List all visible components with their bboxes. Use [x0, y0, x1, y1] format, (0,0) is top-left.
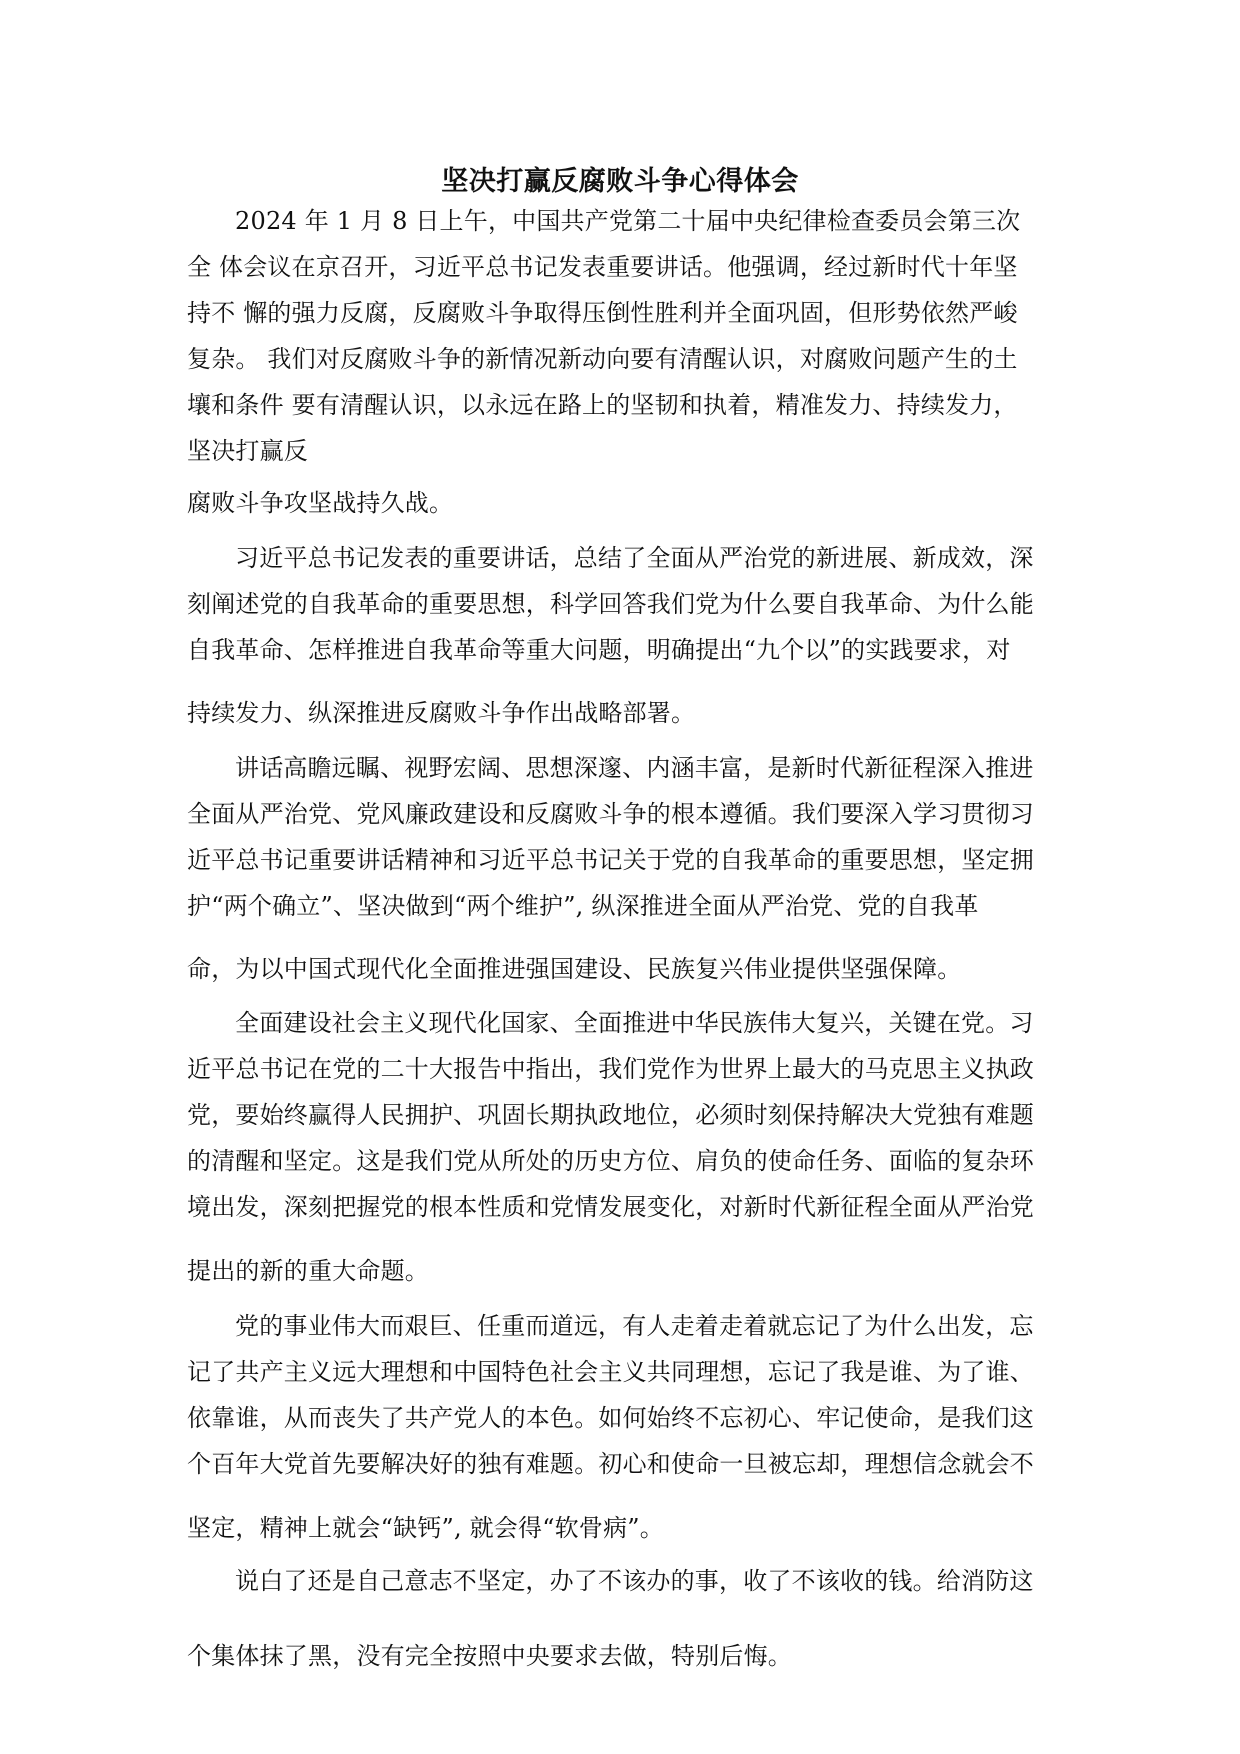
paragraph-line: 护“两个确立”、坚决做到“两个维护”, 纵深推进全面从严治党、党的自我革 — [187, 892, 979, 920]
paragraph-line: 个集体抹了黑，没有完全按照中央要求去做，特别后悔。 — [187, 1642, 792, 1670]
paragraph-7 — [187, 1000, 1057, 1230]
paragraph-line: 坚决打赢反 — [187, 437, 308, 465]
paragraph-12 — [187, 1633, 1057, 1679]
paragraph-line: 全 体会议在京召开，习近平总书记发表重要讲话。他强调，经过新时代十年坚 — [187, 253, 1018, 281]
paragraph-line: 党的事业伟大而艰巨、任重而道远，有人走着走着就忘记了为什么出发，忘 — [235, 1312, 1034, 1340]
paragraph-line: 的清醒和坚定。这是我们党从所处的历史方位、肩负的使命任务、面临的复杂环 — [187, 1147, 1034, 1175]
paragraph-1 — [187, 198, 1057, 474]
paragraph-2 — [187, 480, 1057, 526]
paragraph-line: 说白了还是自己意志不坚定，办了不该办的事，收了不该收的钱。给消防这 — [235, 1567, 1034, 1595]
paragraph-line: 党，要始终赢得人民拥护、巩固长期执政地位，必须时刻保持解决大党独有难题 — [187, 1101, 1034, 1129]
paragraph-line: 习近平总书记发表的重要讲话，总结了全面从严治党的新进展、新成效，深 — [235, 544, 1034, 572]
paragraph-11 — [187, 1558, 1057, 1604]
paragraph-line: 记了共产主义远大理想和中国特色社会主义共同理想，忘记了我是谁、为了谁、 — [187, 1358, 1034, 1386]
paragraph-line: 持续发力、纵深推进反腐败斗争作出战略部署。 — [187, 699, 696, 727]
paragraph-10 — [187, 1505, 1057, 1551]
paragraph-line: 坚定，精神上就会“缺钙”, 就会得“软骨病”。 — [187, 1514, 664, 1542]
paragraph-line: 全面从严治党、党风廉政建设和反腐败斗争的根本遵循。我们要深入学习贯彻习 — [187, 800, 1034, 828]
paragraph-line: 近平总书记重要讲话精神和习近平总书记关于党的自我革命的重要思想，坚定拥 — [187, 846, 1034, 874]
paragraph-line: 近平总书记在党的二十大报告中指出，我们党作为世界上最大的马克思主义执政 — [187, 1055, 1034, 1083]
paragraph-3 — [187, 535, 1057, 673]
paragraph-line: 刻阐述党的自我革命的重要思想，科学回答我们党为什么要自我革命、为什么能 — [187, 590, 1034, 618]
paragraph-line: 讲话高瞻远瞩、视野宏阔、思想深邃、内涵丰富，是新时代新征程深入推进 — [235, 754, 1034, 782]
paragraph-5 — [187, 745, 1057, 929]
paragraph-9 — [187, 1303, 1057, 1487]
paragraph-line: 境出发，深刻把握党的根本性质和党情发展变化，对新时代新征程全面从严治党 — [187, 1193, 1034, 1221]
paragraph-6 — [187, 946, 1057, 992]
document-title: 坚决打赢反腐败斗争心得体会 — [441, 166, 799, 197]
paragraph-line: 复杂。 我们对反腐败斗争的新情况新动向要有清醒认识，对腐败问题产生的土 — [187, 345, 1018, 373]
paragraph-line: 2024 年 1 月 8 日上午，中国共产党第二十届中央纪律检查委员会第三次 — [235, 207, 1021, 235]
paragraph-4 — [187, 690, 1057, 736]
paragraph-line: 个百年大党首先要解决好的独有难题。初心和使命一旦被忘却，理想信念就会不 — [187, 1450, 1034, 1478]
paragraph-line: 壤和条件 要有清醒认识，以永远在路上的坚韧和执着，精准发力、持续发力， — [187, 391, 1018, 419]
paragraph-line: 全面建设社会主义现代化国家、全面推进中华民族伟大复兴，关键在党。习 — [235, 1009, 1034, 1037]
paragraph-line: 自我革命、怎样推进自我革命等重大问题，明确提出“九个以”的实践要求，对 — [187, 636, 1011, 664]
paragraph-line: 依靠谁，从而丧失了共产党人的本色。如何始终不忘初心、牢记使命，是我们这 — [187, 1404, 1034, 1432]
paragraph-line: 腐败斗争攻坚战持久战。 — [187, 489, 454, 517]
paragraph-line: 提出的新的重大命题。 — [187, 1257, 429, 1285]
paragraph-line: 命，为以中国式现代化全面推进强国建设、民族复兴伟业提供坚强保障。 — [187, 955, 962, 983]
paragraph-line: 持不 懈的强力反腐，反腐败斗争取得压倒性胜利并全面巩固，但形势依然严峻 — [187, 299, 1018, 327]
paragraph-8 — [187, 1248, 1057, 1294]
